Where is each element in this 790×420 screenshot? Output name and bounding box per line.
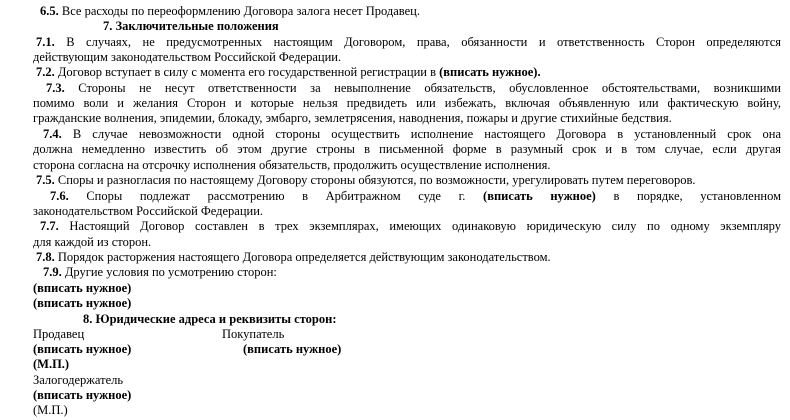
pledgeholder-requisites [33, 387, 131, 403]
fill-in-placeholder: (вписать нужное) [33, 388, 132, 402]
clause-text: действующим законодательством Российской Федерации. [33, 50, 342, 64]
clause-text: Договор вступает в силу с момента его государственной регистрации в [54, 65, 440, 79]
clause-7-1-line1 [36, 34, 781, 50]
fill-in-placeholder: (вписать нужное) [243, 342, 342, 356]
clause-7-3-line2 [33, 95, 781, 111]
clause-7-7-line2 [33, 234, 151, 250]
clause-number: 7.2. [36, 65, 55, 79]
buyer-requisites [243, 341, 341, 357]
clause-text: В случаях, не предусмотренных настоящим Договором, права, обязанности и ответственность Сторон определяются [54, 35, 781, 49]
clause-number: 7.1. [36, 35, 55, 49]
clause-text: Споры и разногласия по настоящему Договору стороны обязуются, по возможности, урегулировать путем переговоров. [54, 173, 696, 187]
clause-7-1-line2 [33, 49, 341, 65]
clause-number: 7.4. [43, 127, 62, 141]
clause-7-4-line3 [33, 157, 551, 173]
fill-in-placeholder: (вписать нужное) [33, 342, 132, 356]
section-7-heading [103, 18, 279, 34]
seal-mark-bold [33, 356, 69, 372]
clause-text: Все расходы по переоформлению Договора залога несет Продавец. [58, 4, 420, 18]
clause-text: для каждой из сторон. [33, 235, 152, 249]
clause-text: должна немедленно известить об этом другие строны в письменной форме в разумный срок и в том случае, если другая [33, 142, 781, 156]
fill-in-placeholder: (вписать нужное) [33, 296, 132, 310]
fill-in-placeholder: (вписать нужное) [483, 189, 596, 203]
seller-requisites [33, 341, 131, 357]
clause-text: в порядке, установленном [595, 189, 781, 203]
party-label: Покупатель [222, 327, 285, 341]
seal-mark [33, 402, 68, 418]
party-label: Продавец [33, 327, 85, 341]
clause-number: 7.3. [46, 81, 65, 95]
clause-text: Порядок расторжения настоящего Договора определяется действующим законодательством. [54, 250, 551, 264]
clause-text: Настоящий Договор составлен в трех экземплярах, имеющих одинаковую юридическую силу по одному экземпляру [58, 219, 781, 233]
clause-7-7-line1 [40, 218, 781, 234]
fill-in-line-2 [33, 295, 131, 311]
party-label: Залогодержатель [33, 373, 124, 387]
clause-text: Другие условия по усмотрению сторон: [61, 265, 277, 279]
clause-number: 7.8. [36, 250, 55, 264]
clause-text: В случае невозможности одной стороны осуществить исполнение настоящего Договора в установленный срок она [61, 127, 781, 141]
clause-7-6-line1 [50, 188, 781, 204]
clause-text: Споры подлежат рассмотрению в Арбитражном суде г. [68, 189, 466, 203]
clause-number: 7.7. [40, 219, 59, 233]
seal-placeholder: (М.П.) [33, 403, 68, 417]
clause-number: 7.9. [43, 265, 62, 279]
pledgeholder-label [33, 372, 123, 388]
clause-7-3-line3 [33, 110, 672, 126]
clause-6-5 [40, 3, 420, 19]
clause-7-5 [36, 172, 695, 188]
clause-7-2 [36, 64, 541, 80]
clause-7-8 [36, 249, 551, 265]
seal-placeholder: (М.П.) [33, 357, 70, 371]
clause-number: 6.5. [40, 4, 59, 18]
section-title: 7. Заключительные положения [103, 19, 279, 33]
clause-text: законодательством Российской Федерации. [33, 204, 264, 218]
clause-number: 7.5. [36, 173, 55, 187]
clause-number: 7.6. [50, 189, 69, 203]
fill-in-placeholder: (вписать нужное). [439, 65, 541, 79]
section-8-heading [83, 311, 337, 327]
clause-7-4-line1 [43, 126, 781, 142]
clause-text: Стороны не несут ответственности за невыполнение обязательств, обусловленное обстоятельствами, возникшими [64, 81, 781, 95]
clause-7-6-line2 [33, 203, 263, 219]
clause-7-3-line1 [46, 80, 781, 96]
fill-in-placeholder: (вписать нужное) [33, 281, 132, 295]
seller-label [33, 326, 84, 342]
clause-text: гражданские волнения, эпидемии, блокаду, эмбарго, землетрясения, наводнения, пожары и другие стихийные бедствия. [33, 111, 672, 125]
buyer-label [222, 326, 284, 342]
section-title: 8. Юридические адреса и реквизиты сторон: [83, 312, 337, 326]
clause-text: помимо воли и желания Сторон и которые нельзя предвидеть или избежать, включая объявленную или фактическую войну, [33, 96, 781, 110]
clause-7-4-line2 [33, 141, 781, 157]
clause-text: сторона согласна на отсрочку исполнения обязательств, продолжить осуществление исполнения. [33, 158, 551, 172]
clause-7-9 [43, 264, 277, 280]
fill-in-line-1 [33, 280, 131, 296]
